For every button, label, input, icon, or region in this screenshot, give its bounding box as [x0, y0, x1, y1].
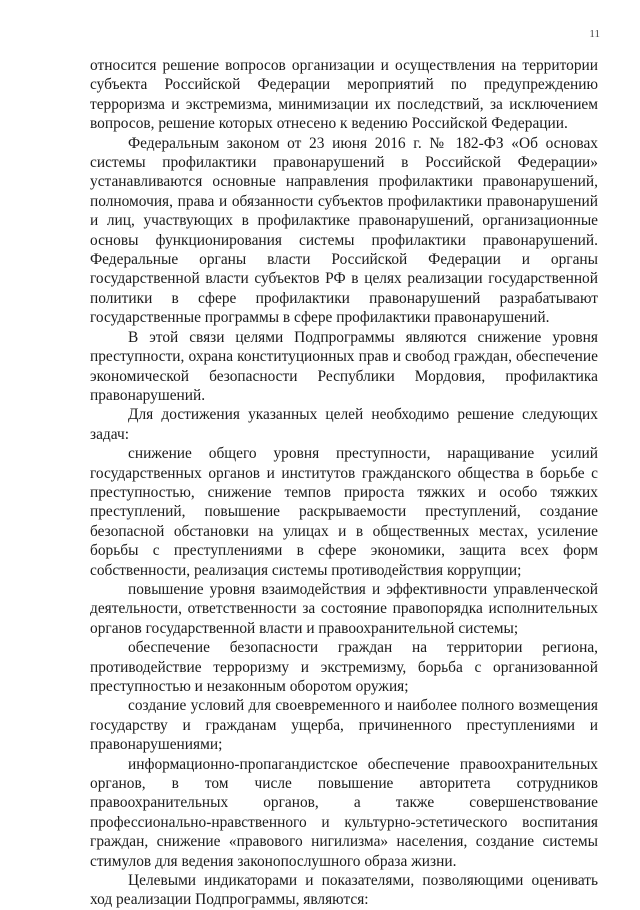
task-citizen-safety: обеспечение безопасности граждан на территории региона, противодействие терроризму и экстремизму, борьба с организованной преступностью и незаконным оборотом оружия; [90, 639, 598, 695]
document-body [90, 56, 598, 910]
page-number: 11 [589, 28, 600, 40]
paragraph-goals: В этой связи целями Подпрограммы являются снижение уровня преступности, охрана конституционных прав и свобод граждан, обеспечение экономической безопасности Республики Мордовия, профилактика правонарушений. [90, 328, 598, 404]
paragraph-tasks-intro: Для достижения указанных целей необходимо решение следующих задач: [90, 406, 598, 443]
task-damage-compensation: создание условий для своевременного и наиболее полного возмещения государству и гражданам ущерба, причиненного преступлениями и правонарушениями; [90, 697, 598, 754]
task-interaction-efficiency: повышение уровня взаимодействия и эффективности управленческой деятельности, ответственности за состояние правопорядка исполнительных органов государственной власти и правоохранительной системы; [90, 580, 598, 637]
paragraph-indicators-intro: Целевыми индикаторами и показателями, позволяющими оценивать ход реализации Подпрограммы, являются: [90, 872, 598, 909]
paragraph-federal-law: Федеральным законом от 23 июня 2016 г. № 182-ФЗ «Об основах системы профилактики правонарушений в Российской Федерации» устанавливаются основные направления профилактики правонарушений, полномочия, права и обязанности субъектов профилактики правонарушений и лиц, участвующих в профилактике правонарушений, организационные основы функционирования системы профилактики правонарушений. Федеральные органы власти Российской Федерации и органы государственной власти субъектов РФ в целях реализации государственной политики в сфере профилактики правонарушений разрабатывают государственные программы в сфере профилактики правонарушений. [90, 134, 598, 327]
task-information-support: информационно-пропагандистское обеспечение правоохранительных органов, в том числе повышение авторитета сотрудников правоохранительных органов, а также совершенствование профессионально-нравственного и культурно-эстетического воспитания граждан, снижение «правового нигилизма» населения, создание системы стимулов для ведения законопослушного образа жизни. [90, 755, 598, 870]
paragraph-terrorism-competence: относится решение вопросов организации и осуществления на территории субъекта Российской Федерации мероприятий по предупреждению терроризма и экстремизма, минимизации их последствий, за исключением вопросов, решение которых отнесено к ведению Российской Федерации. [90, 57, 598, 133]
task-crime-reduction: снижение общего уровня преступности, наращивание усилий государственных органов и институтов гражданского общества в борьбе с преступностью, снижение темпов прироста тяжких и особо тяжких преступлений, повышение раскрываемости преступлений, создание безопасной обстановки на улицах и в общественных местах, усиление борьбы с преступлениями в сфере экономики, защита всех форм собственности, реализация системы противодействия коррупции; [90, 445, 598, 579]
